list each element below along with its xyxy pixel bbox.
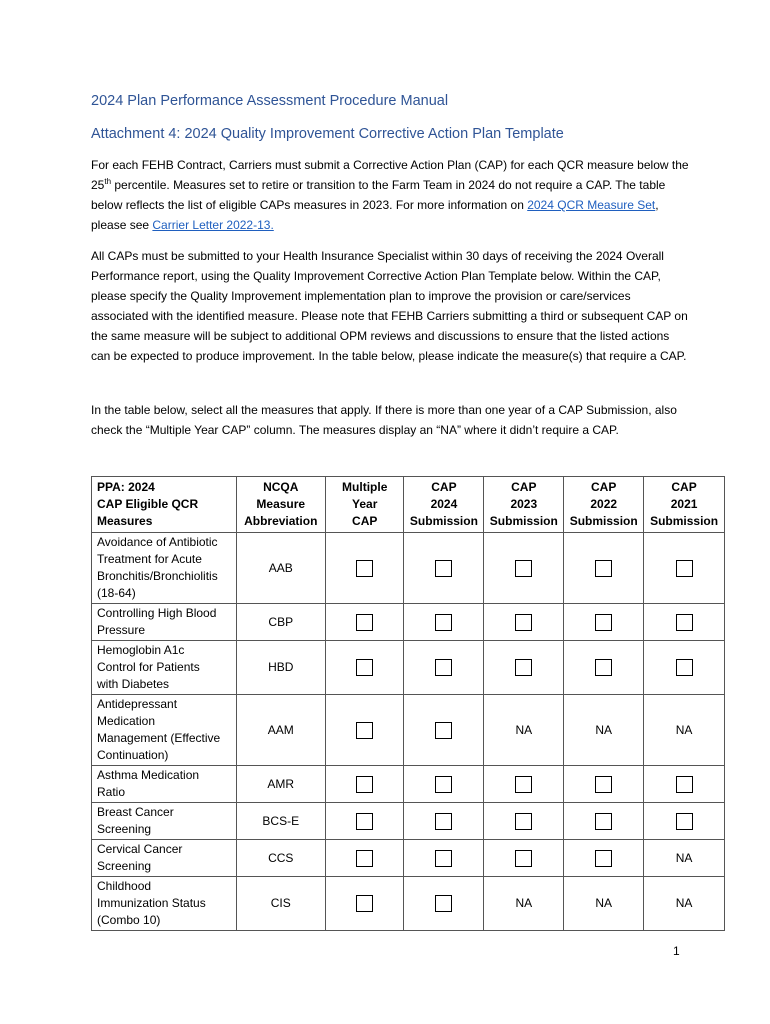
cap-2021-cell (644, 604, 725, 641)
cap-2023-cell (484, 803, 564, 840)
multiple-year-cap-checkbox[interactable] (356, 614, 373, 631)
measure-name-cell: Childhood Immunization Status (Combo 10) (92, 877, 237, 931)
cap-2022-checkbox[interactable] (595, 614, 612, 631)
table-row (92, 533, 725, 604)
cap-2021-na-cell: NA (644, 840, 725, 877)
attachment-title: Attachment 4: 2024 Quality Improvement Corrective Action Plan Template (91, 126, 564, 142)
measure-abbreviation-cell: CBP (236, 604, 325, 641)
cap-2023-checkbox[interactable] (515, 560, 532, 577)
cap-2023-na-cell: NA (484, 695, 564, 766)
measure-abbreviation-cell: HBD (236, 641, 325, 695)
cap-2024-cell (404, 641, 484, 695)
cap-2024-checkbox[interactable] (435, 614, 452, 631)
qcr-measure-set-link[interactable]: 2024 QCR Measure Set (527, 198, 656, 212)
cap-2024-checkbox[interactable] (435, 722, 452, 739)
table-header-row (92, 477, 725, 533)
cap-2021-checkbox[interactable] (676, 560, 693, 577)
multiple-year-cap-checkbox[interactable] (356, 560, 373, 577)
measure-name-cell: Antidepressant Medication Management (Effective Continuation) (92, 695, 237, 766)
measure-name-cell: Breast Cancer Screening (92, 803, 237, 840)
multiple-year-cap-checkbox[interactable] (356, 776, 373, 793)
cap-2024-checkbox[interactable] (435, 776, 452, 793)
cap-2022-na-cell: NA (564, 695, 644, 766)
measure-abbreviation-cell: BCS-E (236, 803, 325, 840)
header-cap-2022: CAP 2022 Submission (564, 477, 644, 533)
cap-2022-checkbox[interactable] (595, 850, 612, 867)
cap-2024-cell (404, 840, 484, 877)
superscript-th: th (104, 177, 112, 186)
cap-2023-checkbox[interactable] (515, 614, 532, 631)
cap-2022-checkbox[interactable] (595, 813, 612, 830)
measure-abbreviation-cell: CCS (236, 840, 325, 877)
cap-2024-checkbox[interactable] (435, 813, 452, 830)
multiple-year-cap-cell (325, 840, 404, 877)
measure-name-cell: Hemoglobin A1c Control for Patients with Diabetes (92, 641, 237, 695)
header-multiple-year-cap: Multiple Year CAP (325, 477, 404, 533)
instructions-paragraph: In the table below, select all the measures that apply. If there is more than one year of a CAP Submission, also check the “Multiple Year CAP” column. The measures display an “NA” where it didn’t require a CAP. (91, 403, 677, 437)
cap-2024-checkbox[interactable] (435, 850, 452, 867)
cap-2024-cell (404, 803, 484, 840)
table-row (92, 877, 725, 931)
table-row (92, 803, 725, 840)
cap-2022-cell (564, 766, 644, 803)
cap-2024-checkbox[interactable] (435, 560, 452, 577)
multiple-year-cap-checkbox[interactable] (356, 659, 373, 676)
header-cap-2021: CAP 2021 Submission (644, 477, 725, 533)
cap-2024-cell (404, 877, 484, 931)
table-row (92, 840, 725, 877)
cap-2024-checkbox[interactable] (435, 895, 452, 912)
cap-2021-checkbox[interactable] (676, 776, 693, 793)
cap-2024-cell (404, 533, 484, 604)
cap-2023-checkbox[interactable] (515, 776, 532, 793)
multiple-year-cap-cell (325, 877, 404, 931)
cap-2021-cell (644, 803, 725, 840)
cap-2021-checkbox[interactable] (676, 614, 693, 631)
measure-name-cell: Asthma Medication Ratio (92, 766, 237, 803)
header-cap-2024: CAP 2024 Submission (404, 477, 484, 533)
cap-2022-na-cell: NA (564, 877, 644, 931)
cap-2023-checkbox[interactable] (515, 813, 532, 830)
cap-2023-cell (484, 533, 564, 604)
multiple-year-cap-checkbox[interactable] (356, 722, 373, 739)
table-body (92, 533, 725, 931)
multiple-year-cap-cell (325, 533, 404, 604)
cap-2021-checkbox[interactable] (676, 659, 693, 676)
cap-2022-cell (564, 840, 644, 877)
cap-2022-cell (564, 604, 644, 641)
measure-abbreviation-cell: AAM (236, 695, 325, 766)
cap-2021-checkbox[interactable] (676, 813, 693, 830)
cap-2023-cell (484, 604, 564, 641)
multiple-year-cap-cell (325, 604, 404, 641)
cap-2023-cell (484, 766, 564, 803)
intro-text-2: percentile. Measures set to retire or transition to the Farm Team in 2024 do not require a CAP. The table below reflects the list of eligible CAPs measures in 2023. For more information on (91, 178, 666, 212)
manual-title: 2024 Plan Performance Assessment Procedure Manual (91, 93, 449, 109)
multiple-year-cap-cell (325, 641, 404, 695)
cap-2024-cell (404, 766, 484, 803)
cap-2022-cell (564, 641, 644, 695)
cap-2023-na-cell: NA (484, 877, 564, 931)
cap-2021-na-cell: NA (644, 877, 725, 931)
header-cap-2023: CAP 2023 Submission (484, 477, 564, 533)
measure-abbreviation-cell: AMR (236, 766, 325, 803)
header-abbreviation: NCQA Measure Abbreviation (236, 477, 325, 533)
cap-2023-checkbox[interactable] (515, 850, 532, 867)
cap-2024-cell (404, 695, 484, 766)
carrier-letter-link[interactable]: Carrier Letter 2022-13. (152, 218, 274, 232)
cap-2024-cell (404, 604, 484, 641)
cap-2023-cell (484, 641, 564, 695)
cap-2021-cell (644, 641, 725, 695)
intro-text-3: , please see (91, 198, 659, 232)
header-measures: PPA: 2024 CAP Eligible QCR Measures (92, 477, 237, 533)
cap-2024-checkbox[interactable] (435, 659, 452, 676)
page-number: 1 (673, 944, 680, 958)
table-row (92, 604, 725, 641)
multiple-year-cap-cell (325, 695, 404, 766)
measure-name-cell: Avoidance of Antibiotic Treatment for Acute Bronchitis/Bronchiolitis (18-64) (92, 533, 237, 604)
measure-abbreviation-cell: CIS (236, 877, 325, 931)
multiple-year-cap-cell (325, 766, 404, 803)
submission-paragraph: All CAPs must be submitted to your Health Insurance Specialist within 30 days of receiving the 2024 Overall Performance report, using the Quality Improvement Corrective Action Plan Template below. Within the CAP, please specify the Quality Improvement implementation plan to improve the provision or care/services associated with the identified measure. Please note that FEHB Carriers submitting a third or subsequent CAP on the same measure will be subject to additional OPM reviews and discussions to ensure that the listed actions can be expected to produce improvement. In the table below, please indicate the measure(s) that require a CAP. (91, 249, 688, 363)
measure-name-cell: Cervical Cancer Screening (92, 840, 237, 877)
cap-2022-checkbox[interactable] (595, 560, 612, 577)
intro-text-1: For each FEHB Contract, Carriers must submit a Corrective Action Plan (CAP) for each QCR measure below the 25 (91, 158, 689, 192)
cap-2022-checkbox[interactable] (595, 776, 612, 793)
cap-2021-na-cell: NA (644, 695, 725, 766)
multiple-year-cap-cell (325, 803, 404, 840)
table-row (92, 766, 725, 803)
table-row (92, 641, 725, 695)
cap-2022-checkbox[interactable] (595, 659, 612, 676)
cap-2022-cell (564, 533, 644, 604)
cap-measures-table (91, 476, 725, 931)
cap-2023-cell (484, 840, 564, 877)
cap-2023-checkbox[interactable] (515, 659, 532, 676)
measure-abbreviation-cell: AAB (236, 533, 325, 604)
multiple-year-cap-checkbox[interactable] (356, 813, 373, 830)
multiple-year-cap-checkbox[interactable] (356, 895, 373, 912)
table-row (92, 695, 725, 766)
measure-name-cell: Controlling High Blood Pressure (92, 604, 237, 641)
cap-2021-cell (644, 533, 725, 604)
cap-2022-cell (564, 803, 644, 840)
cap-2021-cell (644, 766, 725, 803)
intro-paragraph (91, 155, 691, 235)
multiple-year-cap-checkbox[interactable] (356, 850, 373, 867)
